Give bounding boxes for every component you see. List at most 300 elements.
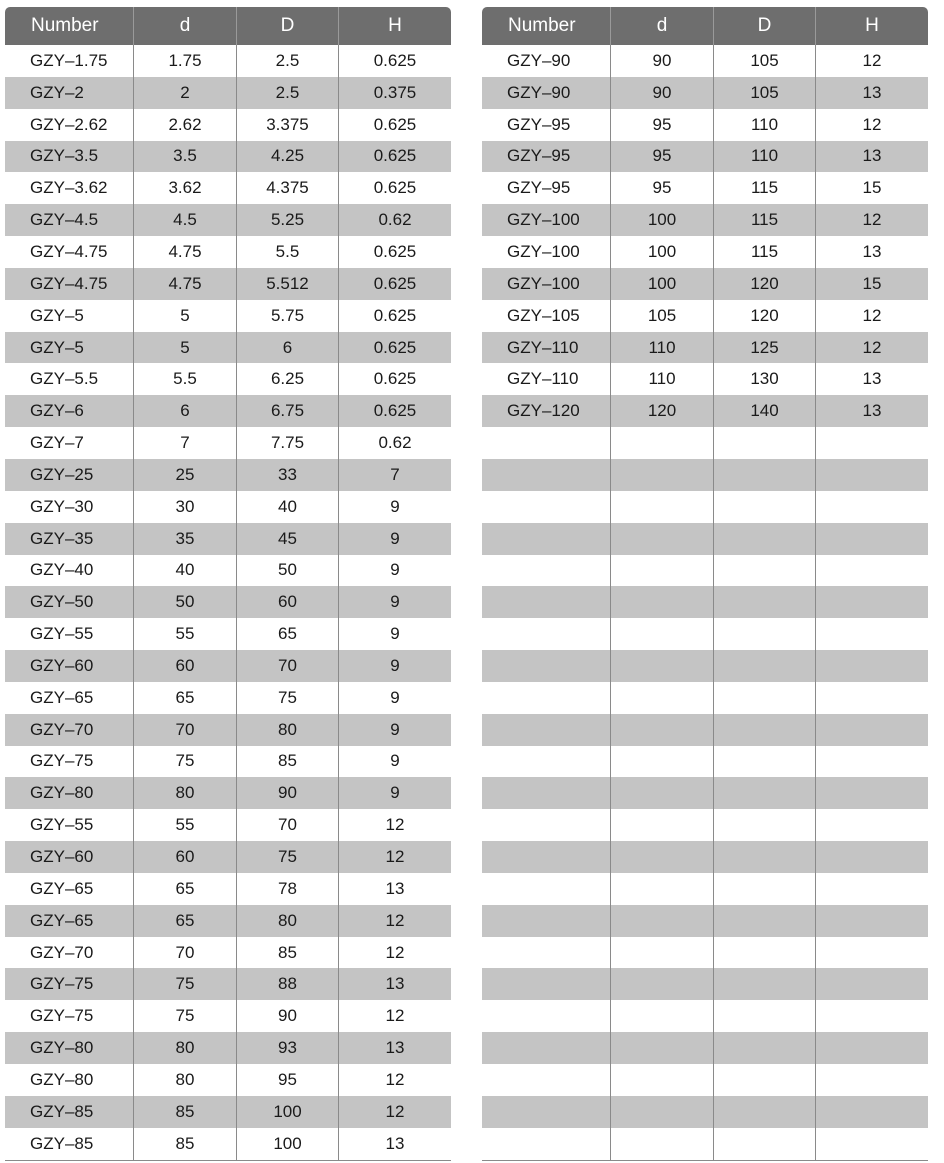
- cell-number: GZY–80: [30, 1038, 94, 1058]
- cell-number: GZY–95: [507, 146, 571, 166]
- cell-number: [482, 1064, 610, 1096]
- table-row: [482, 236, 928, 268]
- cell-D: [713, 427, 815, 459]
- cell-d: 50: [133, 586, 236, 618]
- cell-number: [482, 1096, 610, 1128]
- cell-D: 95: [236, 1064, 338, 1096]
- cell-d: [610, 777, 713, 809]
- cell-D: 33: [236, 459, 338, 491]
- cell-D: [713, 714, 815, 746]
- cell-number: GZY–95: [507, 114, 571, 134]
- cell-H: 13: [338, 1032, 451, 1064]
- cell-number: GZY–5: [30, 337, 84, 357]
- table-row: [482, 268, 928, 300]
- cell-H: 12: [815, 300, 928, 332]
- cell-number: [482, 905, 610, 937]
- cell-d: 5.5: [133, 363, 236, 395]
- cell-H: 12: [338, 841, 451, 873]
- cell-D: 140: [713, 395, 815, 427]
- cell-H: [815, 523, 928, 555]
- cell-H: 9: [338, 586, 451, 618]
- header-H: H: [815, 7, 928, 45]
- table-header: [482, 7, 928, 45]
- cell-H: 0.625: [338, 363, 451, 395]
- table-row: [5, 1032, 451, 1064]
- cell-D: [713, 650, 815, 682]
- table-row: [5, 682, 451, 714]
- cell-d: 4.75: [133, 236, 236, 268]
- cell-D: 100: [236, 1128, 338, 1160]
- cell-D: [713, 555, 815, 587]
- header-D: D: [713, 7, 815, 45]
- cell-H: [815, 1128, 928, 1160]
- cell-D: 115: [713, 204, 815, 236]
- cell-d: 100: [610, 204, 713, 236]
- cell-number: GZY–55: [30, 624, 94, 644]
- cell-d: 85: [133, 1128, 236, 1160]
- cell-H: [815, 491, 928, 523]
- cell-number: GZY–65: [30, 878, 94, 898]
- cell-D: 75: [236, 841, 338, 873]
- empty-table-row: [482, 523, 928, 555]
- bottom-rule: [5, 1160, 451, 1161]
- left-spec-table: [5, 7, 451, 1161]
- cell-d: 65: [133, 873, 236, 905]
- cell-H: 7: [338, 459, 451, 491]
- cell-D: 120: [713, 300, 815, 332]
- table-row: [5, 141, 451, 173]
- cell-D: 2.5: [236, 77, 338, 109]
- cell-H: 0.375: [338, 77, 451, 109]
- cell-D: 6: [236, 332, 338, 364]
- empty-table-row: [482, 1064, 928, 1096]
- cell-number: GZY–80: [30, 1069, 94, 1089]
- table-row: [5, 1064, 451, 1096]
- cell-D: 78: [236, 873, 338, 905]
- cell-D: 4.375: [236, 172, 338, 204]
- cell-d: 100: [610, 236, 713, 268]
- cell-H: [815, 1000, 928, 1032]
- table-row: [5, 172, 451, 204]
- table-row: [5, 427, 451, 459]
- empty-table-row: [482, 746, 928, 778]
- cell-number: GZY–55: [30, 815, 94, 835]
- cell-d: [610, 841, 713, 873]
- cell-d: 80: [133, 1064, 236, 1096]
- cell-number: GZY–35: [30, 528, 94, 548]
- empty-table-row: [482, 1000, 928, 1032]
- cell-number: [482, 746, 610, 778]
- table-row: [5, 650, 451, 682]
- cell-H: 15: [815, 268, 928, 300]
- cell-d: 25: [133, 459, 236, 491]
- cell-d: 65: [133, 905, 236, 937]
- table-row: [5, 1128, 451, 1160]
- cell-D: [713, 937, 815, 969]
- cell-H: 9: [338, 650, 451, 682]
- cell-d: [610, 650, 713, 682]
- cell-number: [482, 650, 610, 682]
- cell-D: 5.512: [236, 268, 338, 300]
- cell-D: 105: [713, 45, 815, 77]
- cell-H: 9: [338, 491, 451, 523]
- cell-number: [482, 491, 610, 523]
- cell-d: [610, 714, 713, 746]
- cell-number: GZY–50: [30, 592, 94, 612]
- cell-d: [610, 491, 713, 523]
- cell-d: [610, 427, 713, 459]
- cell-H: 0.625: [338, 141, 451, 173]
- cell-H: [815, 809, 928, 841]
- cell-d: [610, 937, 713, 969]
- cell-number: GZY–70: [30, 942, 94, 962]
- empty-table-row: [482, 777, 928, 809]
- cell-number: GZY–90: [507, 82, 571, 102]
- cell-H: 9: [338, 555, 451, 587]
- cell-D: [713, 777, 815, 809]
- cell-D: [713, 1000, 815, 1032]
- cell-H: 13: [815, 77, 928, 109]
- cell-D: 5.25: [236, 204, 338, 236]
- header-d: d: [133, 7, 236, 45]
- cell-number: [482, 618, 610, 650]
- table-header: [5, 7, 451, 45]
- cell-number: [482, 777, 610, 809]
- cell-number: [482, 1032, 610, 1064]
- cell-H: 12: [815, 332, 928, 364]
- cell-d: 4.5: [133, 204, 236, 236]
- cell-number: GZY–4.75: [30, 273, 108, 293]
- cell-H: 12: [815, 109, 928, 141]
- cell-number: [482, 1000, 610, 1032]
- cell-H: 12: [815, 45, 928, 77]
- cell-number: GZY–65: [30, 687, 94, 707]
- table-row: [5, 523, 451, 555]
- cell-d: [610, 618, 713, 650]
- cell-D: 75: [236, 682, 338, 714]
- cell-number: GZY–5.5: [30, 369, 99, 389]
- cell-d: 2.62: [133, 109, 236, 141]
- cell-H: [815, 586, 928, 618]
- bottom-rule: [482, 1160, 928, 1161]
- table-row: [5, 332, 451, 364]
- cell-D: [713, 1096, 815, 1128]
- cell-number: GZY–3.62: [30, 178, 108, 198]
- table-row: [482, 45, 928, 77]
- cell-D: 50: [236, 555, 338, 587]
- cell-H: 12: [338, 809, 451, 841]
- cell-d: 5: [133, 332, 236, 364]
- cell-D: 7.75: [236, 427, 338, 459]
- cell-d: 120: [610, 395, 713, 427]
- cell-number: [482, 937, 610, 969]
- table-row: [482, 109, 928, 141]
- empty-table-row: [482, 905, 928, 937]
- empty-table-row: [482, 873, 928, 905]
- cell-d: 75: [133, 1000, 236, 1032]
- cell-d: [610, 1064, 713, 1096]
- cell-D: 105: [713, 77, 815, 109]
- table-row: [5, 45, 451, 77]
- cell-H: 12: [338, 1000, 451, 1032]
- cell-number: GZY–1.75: [30, 50, 108, 70]
- table-row: [5, 395, 451, 427]
- cell-H: [815, 968, 928, 1000]
- cell-D: [713, 523, 815, 555]
- table-row: [5, 873, 451, 905]
- cell-d: 7: [133, 427, 236, 459]
- cell-d: 70: [133, 937, 236, 969]
- cell-d: 55: [133, 809, 236, 841]
- empty-table-row: [482, 714, 928, 746]
- cell-H: 13: [815, 141, 928, 173]
- cell-number: [482, 714, 610, 746]
- cell-D: 40: [236, 491, 338, 523]
- table-row: [5, 777, 451, 809]
- cell-d: 60: [133, 650, 236, 682]
- cell-d: 85: [133, 1096, 236, 1128]
- table-row: [5, 363, 451, 395]
- cell-D: 115: [713, 172, 815, 204]
- cell-d: 5: [133, 300, 236, 332]
- cell-H: [815, 650, 928, 682]
- empty-table-row: [482, 968, 928, 1000]
- cell-number: GZY–85: [30, 1101, 94, 1121]
- cell-H: [815, 459, 928, 491]
- cell-H: 12: [338, 1064, 451, 1096]
- cell-H: [815, 841, 928, 873]
- cell-D: [713, 746, 815, 778]
- cell-D: 65: [236, 618, 338, 650]
- cell-D: [713, 618, 815, 650]
- empty-table-row: [482, 841, 928, 873]
- cell-d: [610, 1096, 713, 1128]
- cell-H: 13: [338, 873, 451, 905]
- cell-number: [482, 555, 610, 587]
- empty-table-row: [482, 682, 928, 714]
- table-row: [5, 746, 451, 778]
- empty-table-row: [482, 586, 928, 618]
- cell-number: [482, 459, 610, 491]
- cell-d: 105: [610, 300, 713, 332]
- cell-d: [610, 809, 713, 841]
- cell-H: 0.625: [338, 300, 451, 332]
- table-row: [5, 586, 451, 618]
- cell-d: 60: [133, 841, 236, 873]
- cell-number: GZY–2: [30, 82, 84, 102]
- cell-number: GZY–6: [30, 401, 84, 421]
- empty-table-row: [482, 650, 928, 682]
- cell-number: GZY–90: [507, 50, 571, 70]
- table-row: [482, 77, 928, 109]
- cell-D: 3.375: [236, 109, 338, 141]
- cell-D: 88: [236, 968, 338, 1000]
- cell-H: [815, 873, 928, 905]
- cell-d: 3.5: [133, 141, 236, 173]
- cell-d: [610, 459, 713, 491]
- cell-H: [815, 555, 928, 587]
- cell-H: 13: [815, 395, 928, 427]
- cell-D: 5.75: [236, 300, 338, 332]
- cell-H: 13: [815, 363, 928, 395]
- empty-table-row: [482, 555, 928, 587]
- cell-number: GZY–75: [30, 1006, 94, 1026]
- cell-D: 120: [713, 268, 815, 300]
- cell-H: 0.625: [338, 332, 451, 364]
- cell-H: [815, 427, 928, 459]
- cell-H: 0.625: [338, 268, 451, 300]
- table-row: [5, 204, 451, 236]
- cell-number: GZY–110: [507, 369, 579, 389]
- cell-number: [482, 586, 610, 618]
- cell-number: GZY–25: [30, 464, 94, 484]
- cell-d: 110: [610, 363, 713, 395]
- cell-H: [815, 905, 928, 937]
- cell-number: GZY–100: [507, 273, 580, 293]
- cell-D: 80: [236, 714, 338, 746]
- cell-D: 45: [236, 523, 338, 555]
- cell-d: 2: [133, 77, 236, 109]
- cell-number: GZY–85: [30, 1133, 94, 1153]
- table-row: [5, 1096, 451, 1128]
- table-row: [5, 236, 451, 268]
- right-spec-table: [482, 7, 928, 1161]
- cell-d: 75: [133, 746, 236, 778]
- cell-H: 12: [338, 905, 451, 937]
- cell-D: [713, 1032, 815, 1064]
- cell-d: 95: [610, 172, 713, 204]
- table-row: [5, 491, 451, 523]
- cell-d: 3.62: [133, 172, 236, 204]
- cell-number: GZY–4.5: [30, 210, 99, 230]
- cell-d: 100: [610, 268, 713, 300]
- cell-D: 85: [236, 746, 338, 778]
- cell-H: [815, 714, 928, 746]
- table-row: [482, 300, 928, 332]
- table-row: [482, 172, 928, 204]
- cell-D: 90: [236, 1000, 338, 1032]
- cell-D: 100: [236, 1096, 338, 1128]
- table-row: [482, 204, 928, 236]
- cell-number: [482, 682, 610, 714]
- cell-D: [713, 968, 815, 1000]
- table-row: [5, 300, 451, 332]
- cell-number: GZY–75: [30, 974, 94, 994]
- cell-H: 15: [815, 172, 928, 204]
- cell-number: GZY–100: [507, 241, 580, 261]
- cell-number: GZY–3.5: [30, 146, 99, 166]
- header-d: d: [610, 7, 713, 45]
- cell-D: [713, 809, 815, 841]
- cell-D: 6.75: [236, 395, 338, 427]
- cell-H: 0.625: [338, 172, 451, 204]
- cell-number: GZY–95: [507, 178, 571, 198]
- cell-d: [610, 682, 713, 714]
- cell-d: 80: [133, 777, 236, 809]
- empty-table-row: [482, 1096, 928, 1128]
- cell-number: GZY–65: [30, 910, 94, 930]
- cell-number: [482, 523, 610, 555]
- cell-D: 85: [236, 937, 338, 969]
- empty-table-row: [482, 459, 928, 491]
- header-D: D: [236, 7, 338, 45]
- cell-d: 55: [133, 618, 236, 650]
- cell-number: GZY–5: [30, 305, 84, 325]
- empty-table-row: [482, 1128, 928, 1160]
- cell-d: [610, 1032, 713, 1064]
- table-row: [5, 268, 451, 300]
- empty-table-row: [482, 1032, 928, 1064]
- cell-D: 5.5: [236, 236, 338, 268]
- cell-H: 0.625: [338, 109, 451, 141]
- cell-number: [482, 873, 610, 905]
- cell-D: [713, 873, 815, 905]
- cell-D: 130: [713, 363, 815, 395]
- cell-D: [713, 682, 815, 714]
- cell-D: 70: [236, 809, 338, 841]
- cell-H: [815, 937, 928, 969]
- table-row: [5, 714, 451, 746]
- cell-number: GZY–2.62: [30, 114, 108, 134]
- cell-d: [610, 905, 713, 937]
- cell-number: [482, 968, 610, 1000]
- empty-table-row: [482, 809, 928, 841]
- cell-d: 40: [133, 555, 236, 587]
- table-body: [5, 45, 451, 1160]
- cell-d: 80: [133, 1032, 236, 1064]
- cell-d: 35: [133, 523, 236, 555]
- cell-H: 0.625: [338, 395, 451, 427]
- table-row: [482, 395, 928, 427]
- cell-number: GZY–75: [30, 751, 94, 771]
- cell-number: GZY–40: [30, 560, 94, 580]
- cell-D: [713, 841, 815, 873]
- cell-H: [815, 1064, 928, 1096]
- empty-table-row: [482, 491, 928, 523]
- cell-D: [713, 1064, 815, 1096]
- cell-H: [815, 682, 928, 714]
- cell-number: GZY–30: [30, 496, 94, 516]
- table-row: [482, 141, 928, 173]
- table-row: [5, 905, 451, 937]
- cell-H: [815, 746, 928, 778]
- cell-number: [482, 427, 610, 459]
- empty-table-row: [482, 427, 928, 459]
- cell-H: [815, 618, 928, 650]
- table-row: [5, 968, 451, 1000]
- cell-H: 12: [338, 937, 451, 969]
- cell-d: 65: [133, 682, 236, 714]
- table-row: [5, 77, 451, 109]
- header-number: Number: [31, 15, 99, 36]
- table-row: [5, 555, 451, 587]
- cell-D: [713, 1128, 815, 1160]
- cell-D: [713, 586, 815, 618]
- cell-d: 90: [610, 45, 713, 77]
- cell-H: 9: [338, 746, 451, 778]
- table-body: [482, 45, 928, 1160]
- table-row: [5, 1000, 451, 1032]
- cell-d: 95: [610, 141, 713, 173]
- cell-D: 4.25: [236, 141, 338, 173]
- cell-H: [815, 1096, 928, 1128]
- cell-H: [815, 1032, 928, 1064]
- cell-d: 30: [133, 491, 236, 523]
- table-row: [482, 363, 928, 395]
- table-row: [5, 459, 451, 491]
- cell-D: 70: [236, 650, 338, 682]
- cell-d: 110: [610, 332, 713, 364]
